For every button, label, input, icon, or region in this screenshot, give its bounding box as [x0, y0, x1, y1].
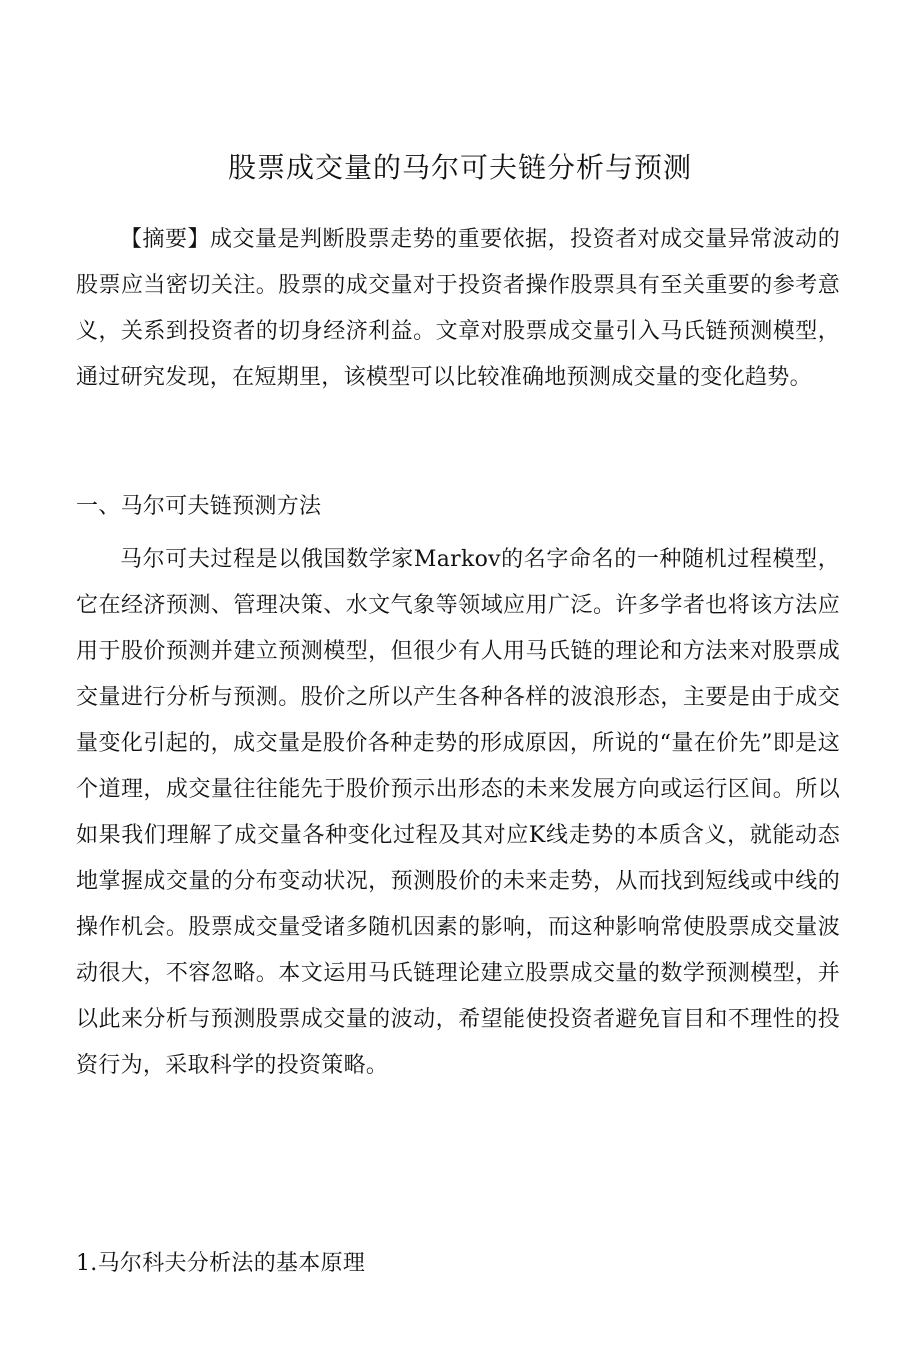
body-paragraph: 马尔可夫过程是以俄国数学家Markov的名字命名的一种随机过程模型，它在经济预测、管理决策、水文气象等领域应用广泛。许多学者也将该方法应用于股价预测并建立预测模型，但很少有人用马氏链的理论和方法来对股票成交量进行分析与预测。股价之所以产生各种各样的波浪形态，主要是由于成交量变化引起的，成交量是股价各种走势的形成原因，所说的“量在价先”即是这个道理，成交量往往能先于股价预示出形态的未来发展方向或运行区间。所以如果我们理解了成交量各种变化过程及其对应K线走势的本质含义，就能动态地掌握成交量的分布变动状况，预测股价的未来走势，从而找到短线或中线的操作机会。股票成交量受诸多随机因素的影响，而这种影响常使股票成交量波动很大，不容忽略。本文运用马氏链理论建立股票成交量的数学预测模型，并以此来分析与预测股票成交量的波动，希望能使投资者避免盲目和不理性的投资行为，采取科学的投资策略。	[76, 547, 840, 1078]
abstract-paragraph: 【摘要】成交量是判断股票走势的重要依据，投资者对成交量异常波动的股票应当密切关注。股票的成交量对于投资者操作股票具有至关重要的参考意义，关系到投资者的切身经济利益。文章对股票成交量引入马氏链预测模型，通过研究发现，在短期里，该模型可以比较准确地预测成交量的变化趋势。	[76, 227, 840, 390]
subsection-heading: 1.马尔科夫分析法的基本原理	[76, 1251, 366, 1276]
document-title: 股票成交量的马尔可夫链分析与预测	[227, 151, 692, 184]
section-heading: 一、马尔可夫链预测方法	[76, 494, 322, 519]
